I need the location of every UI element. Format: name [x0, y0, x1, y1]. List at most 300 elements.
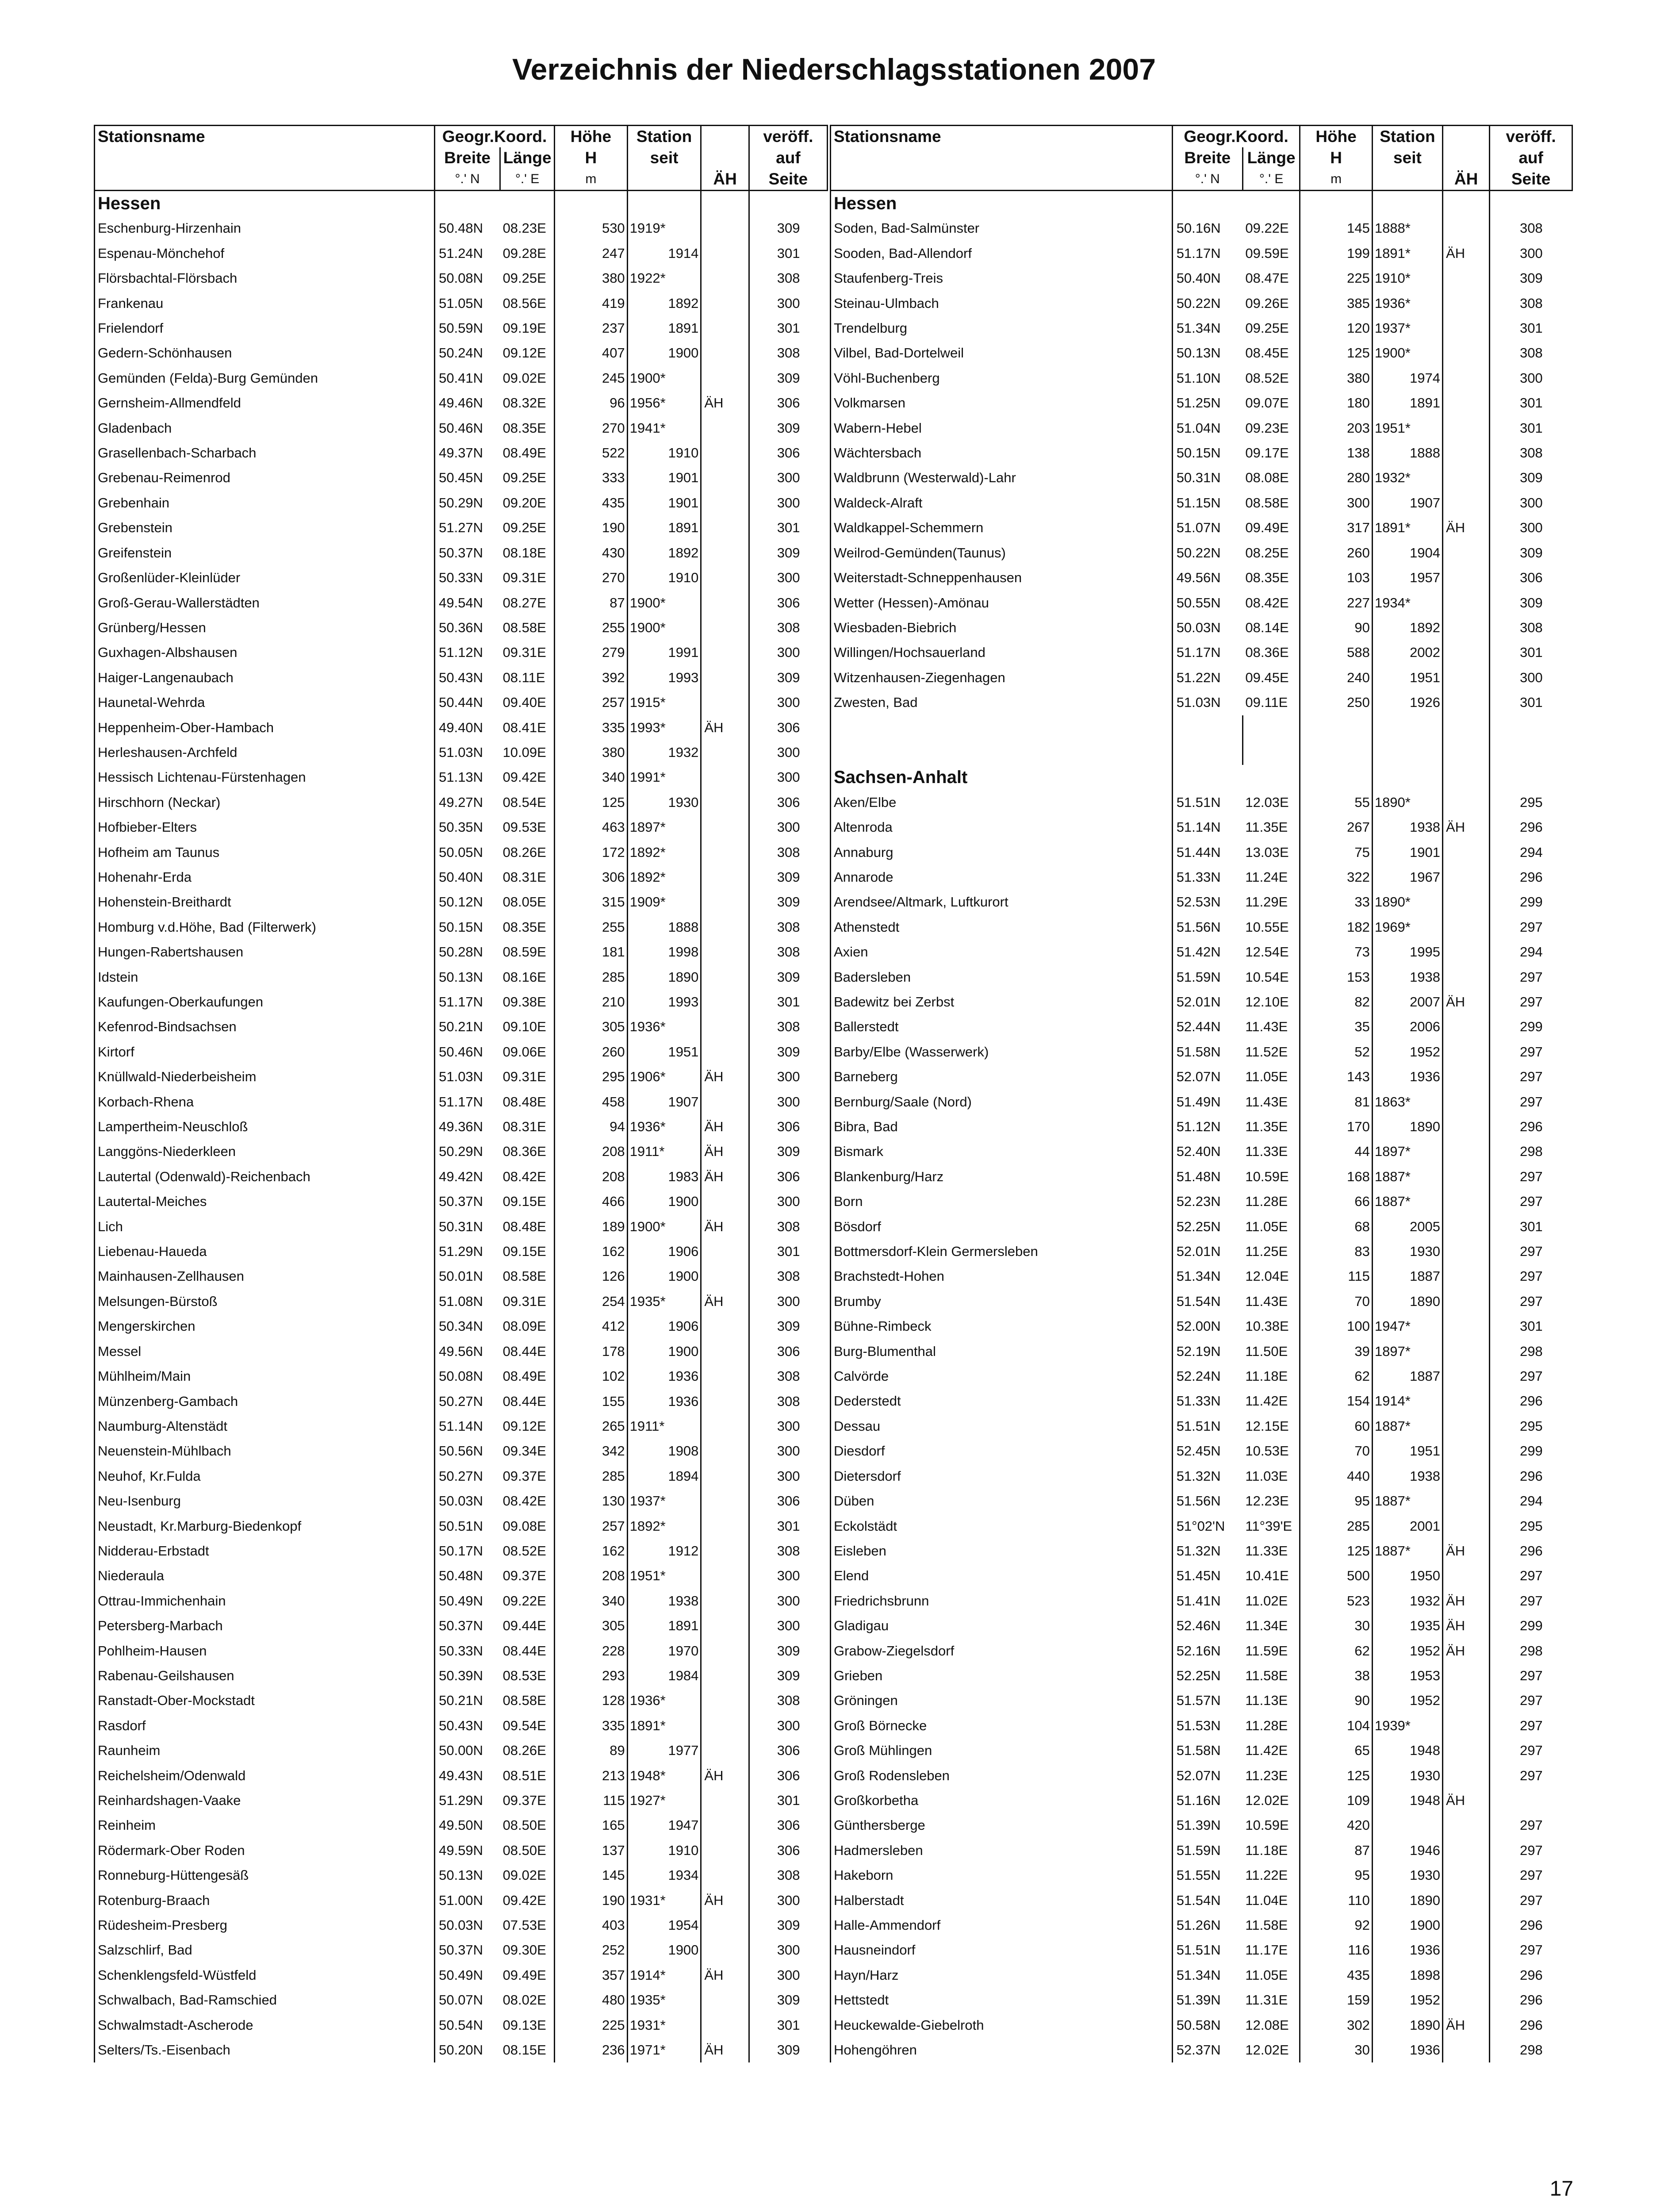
station-name: Grünberg/Hessen: [95, 615, 435, 640]
ah-flag: [701, 940, 749, 964]
since-year: 1910*: [1372, 266, 1442, 291]
since-year: 1926: [1372, 690, 1442, 715]
station-name: Hohenstein-Breithardt: [95, 890, 435, 914]
table-row: [95, 715, 828, 740]
latitude: 50.40N: [435, 865, 500, 890]
elevation: 96: [555, 391, 628, 415]
since-year: 1891: [627, 316, 701, 341]
station-name: Aken/Elbe: [831, 790, 1173, 815]
page-ref: 300: [1490, 366, 1572, 391]
header-breite: Breite: [435, 147, 500, 169]
latitude: 51.56N: [1172, 915, 1242, 940]
since-year: 1977: [627, 1738, 701, 1763]
station-name: Dessau: [831, 1414, 1173, 1439]
longitude: 12.02E: [1245, 1792, 1289, 1808]
ah-flag: [701, 640, 749, 665]
header-hoehe-unit: m: [555, 169, 628, 191]
station-name: Dederstedt: [831, 1389, 1173, 1413]
elevation: 403: [555, 1913, 628, 1938]
station-name: Reinhardshagen-Vaake: [95, 1788, 435, 1813]
since-year: 1897*: [1372, 1139, 1442, 1164]
table-row: [95, 915, 828, 940]
longitude: 10.38E: [1245, 1318, 1289, 1334]
latitude: 50.20N: [435, 2038, 500, 2062]
page-ref: 296: [1490, 815, 1572, 840]
ah-flag: [1443, 591, 1490, 615]
ah-flag: [701, 690, 749, 715]
table-row: [831, 391, 1572, 415]
page-ref: 295: [1490, 1414, 1572, 1439]
header-hoehe-label: Höhe: [1315, 127, 1357, 146]
page-ref: 297: [1490, 1563, 1572, 1588]
header-hoehe: [555, 126, 628, 148]
table-row: [831, 1189, 1572, 1214]
since-year: 1915*: [627, 690, 701, 715]
ah-flag: [1443, 940, 1490, 964]
empty-cell: [1372, 191, 1442, 216]
longitude: 11.52E: [1245, 1044, 1288, 1060]
since-year: 1922*: [627, 266, 701, 291]
page-ref: 296: [1490, 1539, 1572, 1563]
longitude: 08.51E: [502, 1767, 546, 1783]
elevation: 178: [555, 1339, 628, 1364]
elevation: 257: [555, 690, 628, 715]
latitude: 51.56N: [1172, 1489, 1242, 1513]
page-ref: 297: [1490, 915, 1572, 940]
elevation: 302: [1300, 2013, 1372, 2038]
longitude: 08.52E: [1245, 370, 1289, 386]
elevation: 94: [555, 1114, 628, 1139]
elevation: 143: [1300, 1064, 1372, 1089]
ah-flag: [701, 1639, 749, 1663]
longitude: 08.05E: [502, 894, 546, 910]
table-row: [831, 1489, 1572, 1513]
latitude: 49.27N: [435, 790, 500, 815]
table-row: [95, 266, 828, 291]
ah-flag: [701, 515, 749, 540]
station-name: Kefenrod-Bindsachsen: [95, 1014, 435, 1039]
longitude: 12.02E: [1245, 2042, 1289, 2058]
header-hoehe: [1300, 126, 1372, 148]
longitude: 09.31E: [502, 1293, 546, 1309]
table-row: [95, 1090, 828, 1114]
page-ref: 309: [1490, 266, 1572, 291]
station-name: Haunetal-Wehrda: [95, 690, 435, 715]
station-table: [94, 125, 828, 2062]
since-year: 1919*: [627, 216, 701, 241]
table-row: [831, 541, 1572, 565]
header-station: Station: [627, 126, 701, 148]
latitude: 51.10N: [1172, 366, 1242, 391]
latitude: 50.03N: [1172, 615, 1242, 640]
latitude: 50.44N: [435, 690, 500, 715]
longitude: 09.20E: [502, 495, 546, 511]
section-heading-row: [831, 765, 1572, 790]
elevation: 65: [1300, 1738, 1372, 1763]
header-coords: Geogr.Koord.: [1172, 126, 1300, 148]
ah-flag: [1443, 366, 1490, 391]
header-auf: auf: [749, 147, 827, 169]
page-ref: 306: [749, 1489, 827, 1513]
table-row: [95, 965, 828, 990]
table-row: [95, 1489, 828, 1513]
station-rows-left: [95, 191, 828, 2063]
ah-flag: [701, 915, 749, 940]
since-year: 1984: [627, 1663, 701, 1688]
page-ref: 306: [749, 441, 827, 465]
empty-cell: [1172, 765, 1242, 790]
since-year: 1983: [627, 1164, 701, 1189]
since-year: 2005: [1372, 1214, 1442, 1239]
longitude: 08.35E: [1245, 570, 1289, 586]
longitude: 08.42E: [1245, 595, 1289, 611]
ah-flag: [701, 1040, 749, 1064]
table-row: [831, 890, 1572, 914]
longitude: 09.37E: [502, 1793, 546, 1808]
table-row: [95, 2038, 828, 2062]
station-name: Großkorbetha: [831, 1788, 1173, 1813]
page-ref: 300: [749, 491, 827, 515]
longitude: 08.26E: [502, 1743, 546, 1759]
station-name: Heuckewalde-Giebelroth: [831, 2013, 1173, 2038]
station-name: Hakeborn: [831, 1863, 1173, 1888]
latitude: 50.48N: [435, 1563, 500, 1588]
elevation: 255: [555, 915, 628, 940]
elevation: 89: [555, 1738, 628, 1763]
since-year: 1995: [1372, 940, 1442, 964]
page-ref: 300: [1490, 491, 1572, 515]
elevation: 305: [555, 1613, 628, 1638]
station-name: Born: [831, 1189, 1173, 1214]
elevation: 270: [555, 416, 628, 441]
station-name: Axien: [831, 940, 1173, 964]
since-year: 1936: [627, 1364, 701, 1389]
table-row: [831, 1139, 1572, 1164]
elevation: 380: [1300, 366, 1372, 391]
elevation: 190: [555, 515, 628, 540]
station-name: Waldeck-Alraft: [831, 491, 1173, 515]
elevation: 87: [555, 591, 628, 615]
latitude: 51.33N: [1172, 1389, 1242, 1413]
longitude: 08.25E: [1245, 545, 1289, 561]
ah-flag: [1443, 491, 1490, 515]
longitude: 09.59E: [1245, 245, 1289, 261]
since-year: 1948: [1372, 1788, 1442, 1813]
page-ref: 306: [749, 591, 827, 615]
table-row: [831, 990, 1572, 1014]
page-ref: 301: [1490, 416, 1572, 441]
latitude: 51.57N: [1172, 1688, 1242, 1713]
since-year: 1947: [627, 1813, 701, 1838]
table-row: [95, 1389, 828, 1414]
station-name: Rabenau-Geilshausen: [95, 1663, 435, 1688]
elevation: 260: [1300, 541, 1372, 565]
header-seit: seit: [1372, 147, 1442, 169]
elevation: 75: [1300, 840, 1372, 865]
latitude: 51.26N: [1172, 1913, 1242, 1938]
ah-flag: [1443, 1040, 1490, 1064]
elevation: 260: [555, 1040, 628, 1064]
latitude: 51.42N: [1172, 940, 1242, 964]
station-name: Groß-Gerau-Wallerstädten: [95, 591, 435, 615]
table-row: [831, 266, 1572, 291]
latitude: 51.07N: [1172, 515, 1242, 540]
station-name: Elend: [831, 1563, 1173, 1588]
since-year: 2001: [1372, 1514, 1442, 1539]
page-ref: 297: [1490, 1040, 1572, 1064]
elevation: 120: [1300, 316, 1372, 341]
table-row: [95, 1414, 828, 1439]
station-name: Liebenau-Haueda: [95, 1239, 435, 1264]
elevation: 523: [1300, 1589, 1372, 1613]
latitude: 51.49N: [1172, 1090, 1242, 1114]
page-ref: 300: [749, 1090, 827, 1114]
station-name: Staufenberg-Treis: [831, 266, 1173, 291]
station-name: Mainhausen-Zellhausen: [95, 1264, 435, 1289]
elevation: 90: [1300, 1688, 1372, 1713]
elevation: 60: [1300, 1414, 1372, 1439]
since-year: 1887*: [1372, 1539, 1442, 1563]
station-name: Herleshausen-Archfeld: [95, 740, 435, 765]
longitude: 08.36E: [1245, 645, 1289, 661]
table-row: [831, 291, 1572, 316]
since-year: 1887: [1372, 1264, 1442, 1289]
page-ref: 296: [1490, 1389, 1572, 1413]
latitude: 50.13N: [1172, 341, 1242, 365]
table-row: [95, 316, 828, 341]
table-row: [831, 1389, 1572, 1413]
longitude: 11.35E: [1245, 819, 1288, 835]
longitude: 11°39'E: [1245, 1518, 1292, 1534]
page-ref: 300: [749, 1289, 827, 1314]
empty-cell: [435, 191, 500, 216]
table-row: [831, 640, 1572, 665]
longitude: 08.50E: [502, 1842, 546, 1858]
elevation: 250: [1300, 690, 1372, 715]
since-year: 1887*: [1372, 1489, 1442, 1513]
station-name: Eschenburg-Hirzenhain: [95, 216, 435, 241]
station-name: Ballerstedt: [831, 1014, 1173, 1039]
station-name: Rotenburg-Braach: [95, 1888, 435, 1913]
table-row: [95, 1663, 828, 1688]
table-row: [95, 1589, 828, 1613]
page-ref: 308: [1490, 291, 1572, 316]
longitude: 11.17E: [1245, 1942, 1288, 1958]
since-year: 1914*: [1372, 1389, 1442, 1413]
since-year: 1890: [1372, 1888, 1442, 1913]
station-name: Neuhof, Kr.Fulda: [95, 1464, 435, 1489]
since-year: 1897*: [1372, 1339, 1442, 1364]
page-ref: 306: [749, 790, 827, 815]
since-year: 1891: [627, 1613, 701, 1638]
ah-flag: [701, 491, 749, 515]
table-row: [95, 541, 828, 565]
since-year: 1969*: [1372, 915, 1442, 940]
latitude: 51.12N: [1172, 1114, 1242, 1139]
elevation: 357: [555, 1963, 628, 1988]
longitude: 08.32E: [502, 395, 546, 411]
station-name: Lautertal-Meiches: [95, 1189, 435, 1214]
longitude: 08.58E: [502, 619, 546, 635]
latitude: 52.24N: [1172, 1364, 1242, 1389]
since-year: 1892: [627, 291, 701, 316]
latitude: 51.03N: [435, 740, 500, 765]
page-ref: 297: [1490, 1863, 1572, 1888]
since-year: 1948*: [627, 1763, 701, 1788]
station-name: Barby/Elbe (Wasserwerk): [831, 1040, 1173, 1064]
ah-flag: [701, 1938, 749, 1962]
header-laenge: Länge: [1242, 147, 1300, 169]
ah-flag: ÄH: [701, 391, 749, 415]
header-laenge-unit: °.' E: [500, 169, 555, 191]
table-row: [831, 1913, 1572, 1938]
latitude: 50.46N: [435, 416, 500, 441]
station-name: Schenklengsfeld-Wüstfeld: [95, 1963, 435, 1988]
station-name: Gröningen: [831, 1688, 1173, 1713]
page-ref: 295: [1490, 790, 1572, 815]
page-ref: 297: [1490, 1189, 1572, 1214]
latitude: 51.32N: [1172, 1464, 1242, 1489]
longitude: 09.49E: [502, 1967, 546, 1983]
longitude: 11.29E: [1245, 894, 1288, 910]
station-name: Hofheim am Taunus: [95, 840, 435, 865]
page-ref: 300: [749, 1713, 827, 1738]
ah-flag: [1443, 1314, 1490, 1339]
table-row: [95, 1963, 828, 1988]
table-row: [95, 1713, 828, 1738]
ah-flag: [701, 1563, 749, 1588]
page-ref: 309: [749, 1139, 827, 1164]
table-row: [831, 1364, 1572, 1389]
ah-flag: [701, 615, 749, 640]
latitude: 52.01N: [1172, 990, 1242, 1014]
page-ref: 297: [1490, 1738, 1572, 1763]
station-name: Mengerskirchen: [95, 1314, 435, 1339]
header-station: Station: [1372, 126, 1442, 148]
table-row: [95, 1339, 828, 1364]
longitude: 08.27E: [502, 595, 546, 611]
longitude: 12.10E: [1245, 994, 1289, 1010]
station-name: Großenlüder-Kleinlüder: [95, 565, 435, 590]
elevation: 245: [555, 366, 628, 391]
table-row: [95, 1813, 828, 1838]
page-ref: 297: [1490, 1289, 1572, 1314]
ah-flag: [1443, 790, 1490, 815]
latitude: 51.17N: [435, 990, 500, 1014]
longitude: 11.35E: [1245, 1119, 1288, 1134]
longitude: 08.48E: [502, 1094, 546, 1110]
elevation: 267: [1300, 815, 1372, 840]
page-ref: 308: [749, 1214, 827, 1239]
empty-cell: [1372, 715, 1442, 740]
since-year: 1901: [1372, 840, 1442, 865]
since-year: 1890: [1372, 1289, 1442, 1314]
table-row: [831, 1639, 1572, 1663]
station-table: [830, 125, 1573, 2062]
longitude: 11.18E: [1245, 1368, 1288, 1384]
station-name: Groß Börnecke: [831, 1713, 1173, 1738]
latitude: 49.54N: [435, 591, 500, 615]
longitude: 11.31E: [1245, 1992, 1288, 2008]
latitude: 50.43N: [435, 1713, 500, 1738]
longitude: 08.18E: [502, 545, 546, 561]
latitude: 51.00N: [435, 1888, 500, 1913]
ah-flag: [701, 1988, 749, 2012]
header-veroeff: veröff.: [1490, 126, 1572, 148]
ah-flag: [1443, 1688, 1490, 1713]
page-ref: 309: [749, 1639, 827, 1663]
latitude: 50.28N: [435, 940, 500, 964]
station-name: Brumby: [831, 1289, 1173, 1314]
longitude: 11.24E: [1245, 869, 1288, 885]
longitude: 08.52E: [502, 1543, 546, 1559]
latitude: 51.58N: [1172, 1738, 1242, 1763]
table-row: [95, 1913, 828, 1938]
latitude: 50.37N: [435, 1938, 500, 1962]
station-name: Grasellenbach-Scharbach: [95, 441, 435, 465]
page-ref: 308: [749, 1264, 827, 1289]
page-ref: 299: [1490, 1014, 1572, 1039]
page-ref: 301: [1490, 640, 1572, 665]
longitude: 08.36E: [502, 1144, 546, 1160]
since-year: 1947*: [1372, 1314, 1442, 1339]
since-year: 1931*: [627, 1888, 701, 1913]
page-ref: 300: [749, 1563, 827, 1588]
longitude: 08.09E: [502, 1318, 546, 1334]
longitude: 08.54E: [502, 794, 546, 810]
latitude: 51.45N: [1172, 1563, 1242, 1588]
station-name: Niederaula: [95, 1563, 435, 1588]
page-ref: 300: [1490, 515, 1572, 540]
latitude: 49.37N: [435, 441, 500, 465]
ah-flag: [1443, 1514, 1490, 1539]
table-row: [95, 1738, 828, 1763]
station-name: Frankenau: [95, 291, 435, 316]
since-year: 1931*: [627, 2013, 701, 2038]
station-name: Badersleben: [831, 965, 1173, 990]
longitude: 08.45E: [1245, 345, 1289, 361]
page-ref: 298: [1490, 1339, 1572, 1364]
ah-flag: [701, 1788, 749, 1813]
page-ref: 297: [1490, 1090, 1572, 1114]
page-ref: 300: [749, 1938, 827, 1962]
station-name: Gemünden (Felda)-Burg Gemünden: [95, 366, 435, 391]
section-heading: Hessen: [95, 191, 435, 216]
station-name: Annarode: [831, 865, 1173, 890]
header-seit: seit: [627, 147, 701, 169]
table-row: [95, 615, 828, 640]
elevation: 73: [1300, 940, 1372, 964]
elevation: 138: [1300, 441, 1372, 465]
ah-flag: [1443, 915, 1490, 940]
latitude: 51.55N: [1172, 1863, 1242, 1888]
table-row: [95, 491, 828, 515]
elevation: 335: [555, 715, 628, 740]
table-row: [831, 316, 1572, 341]
elevation: 265: [555, 1414, 628, 1439]
header-ah-spacer: [701, 126, 749, 148]
station-name: Vilbel, Bad-Dortelweil: [831, 341, 1173, 365]
table-row: [831, 1339, 1572, 1364]
ah-flag: [1443, 341, 1490, 365]
latitude: 50.13N: [435, 965, 500, 990]
table-row: [831, 1314, 1572, 1339]
table-row: [95, 1289, 828, 1314]
ah-flag: ÄH: [701, 1114, 749, 1139]
ah-flag: [1443, 1389, 1490, 1413]
table-row: [831, 840, 1572, 865]
longitude: 09.42E: [502, 769, 546, 785]
